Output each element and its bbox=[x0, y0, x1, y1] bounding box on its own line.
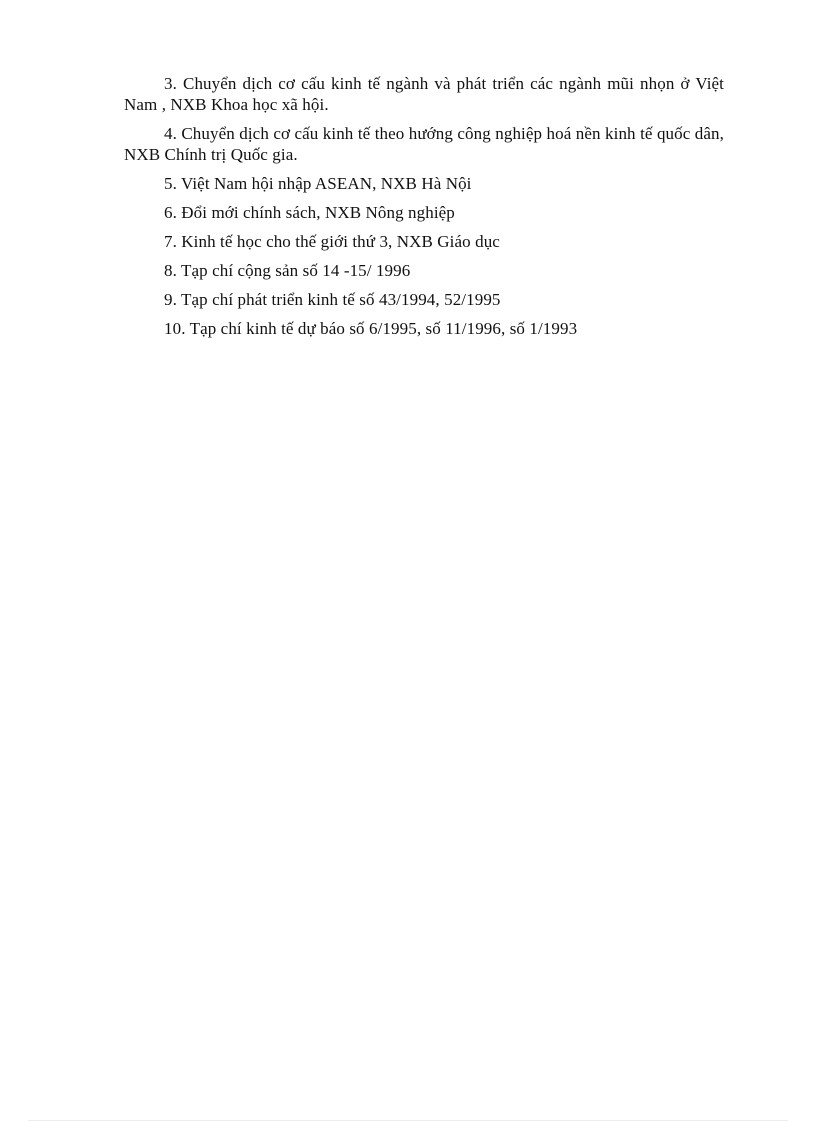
reference-item: 10. Tạp chí kinh tế dự báo số 6/1995, số 11/1996, số 1/1993 bbox=[164, 319, 578, 338]
page-bottom-edge bbox=[28, 1120, 788, 1121]
reference-item: 5. Việt Nam hội nhập ASEAN, NXB Hà Nội bbox=[164, 174, 472, 193]
reference-item: 6. Đổi mới chính sách, NXB Nông nghiệp bbox=[164, 203, 455, 222]
reference-list bbox=[124, 73, 724, 347]
reference-item: 3. Chuyển dịch cơ cấu kinh tế ngành và phát triển các ngành mũi nhọn ở Việt Nam , NXB Khoa học xã hội. bbox=[124, 74, 724, 114]
reference-item: 4. Chuyển dịch cơ cấu kinh tế theo hướng công nghiệp hoá nền kinh tế quốc dân, NXB Chính trị Quốc gia. bbox=[124, 124, 724, 164]
reference-item: 7. Kinh tế học cho thế giới thứ 3, NXB Giáo dục bbox=[164, 232, 500, 251]
reference-item: 8. Tạp chí cộng sản số 14 -15/ 1996 bbox=[164, 261, 411, 280]
reference-item: 9. Tạp chí phát triển kinh tế số 43/1994, 52/1995 bbox=[164, 290, 501, 309]
